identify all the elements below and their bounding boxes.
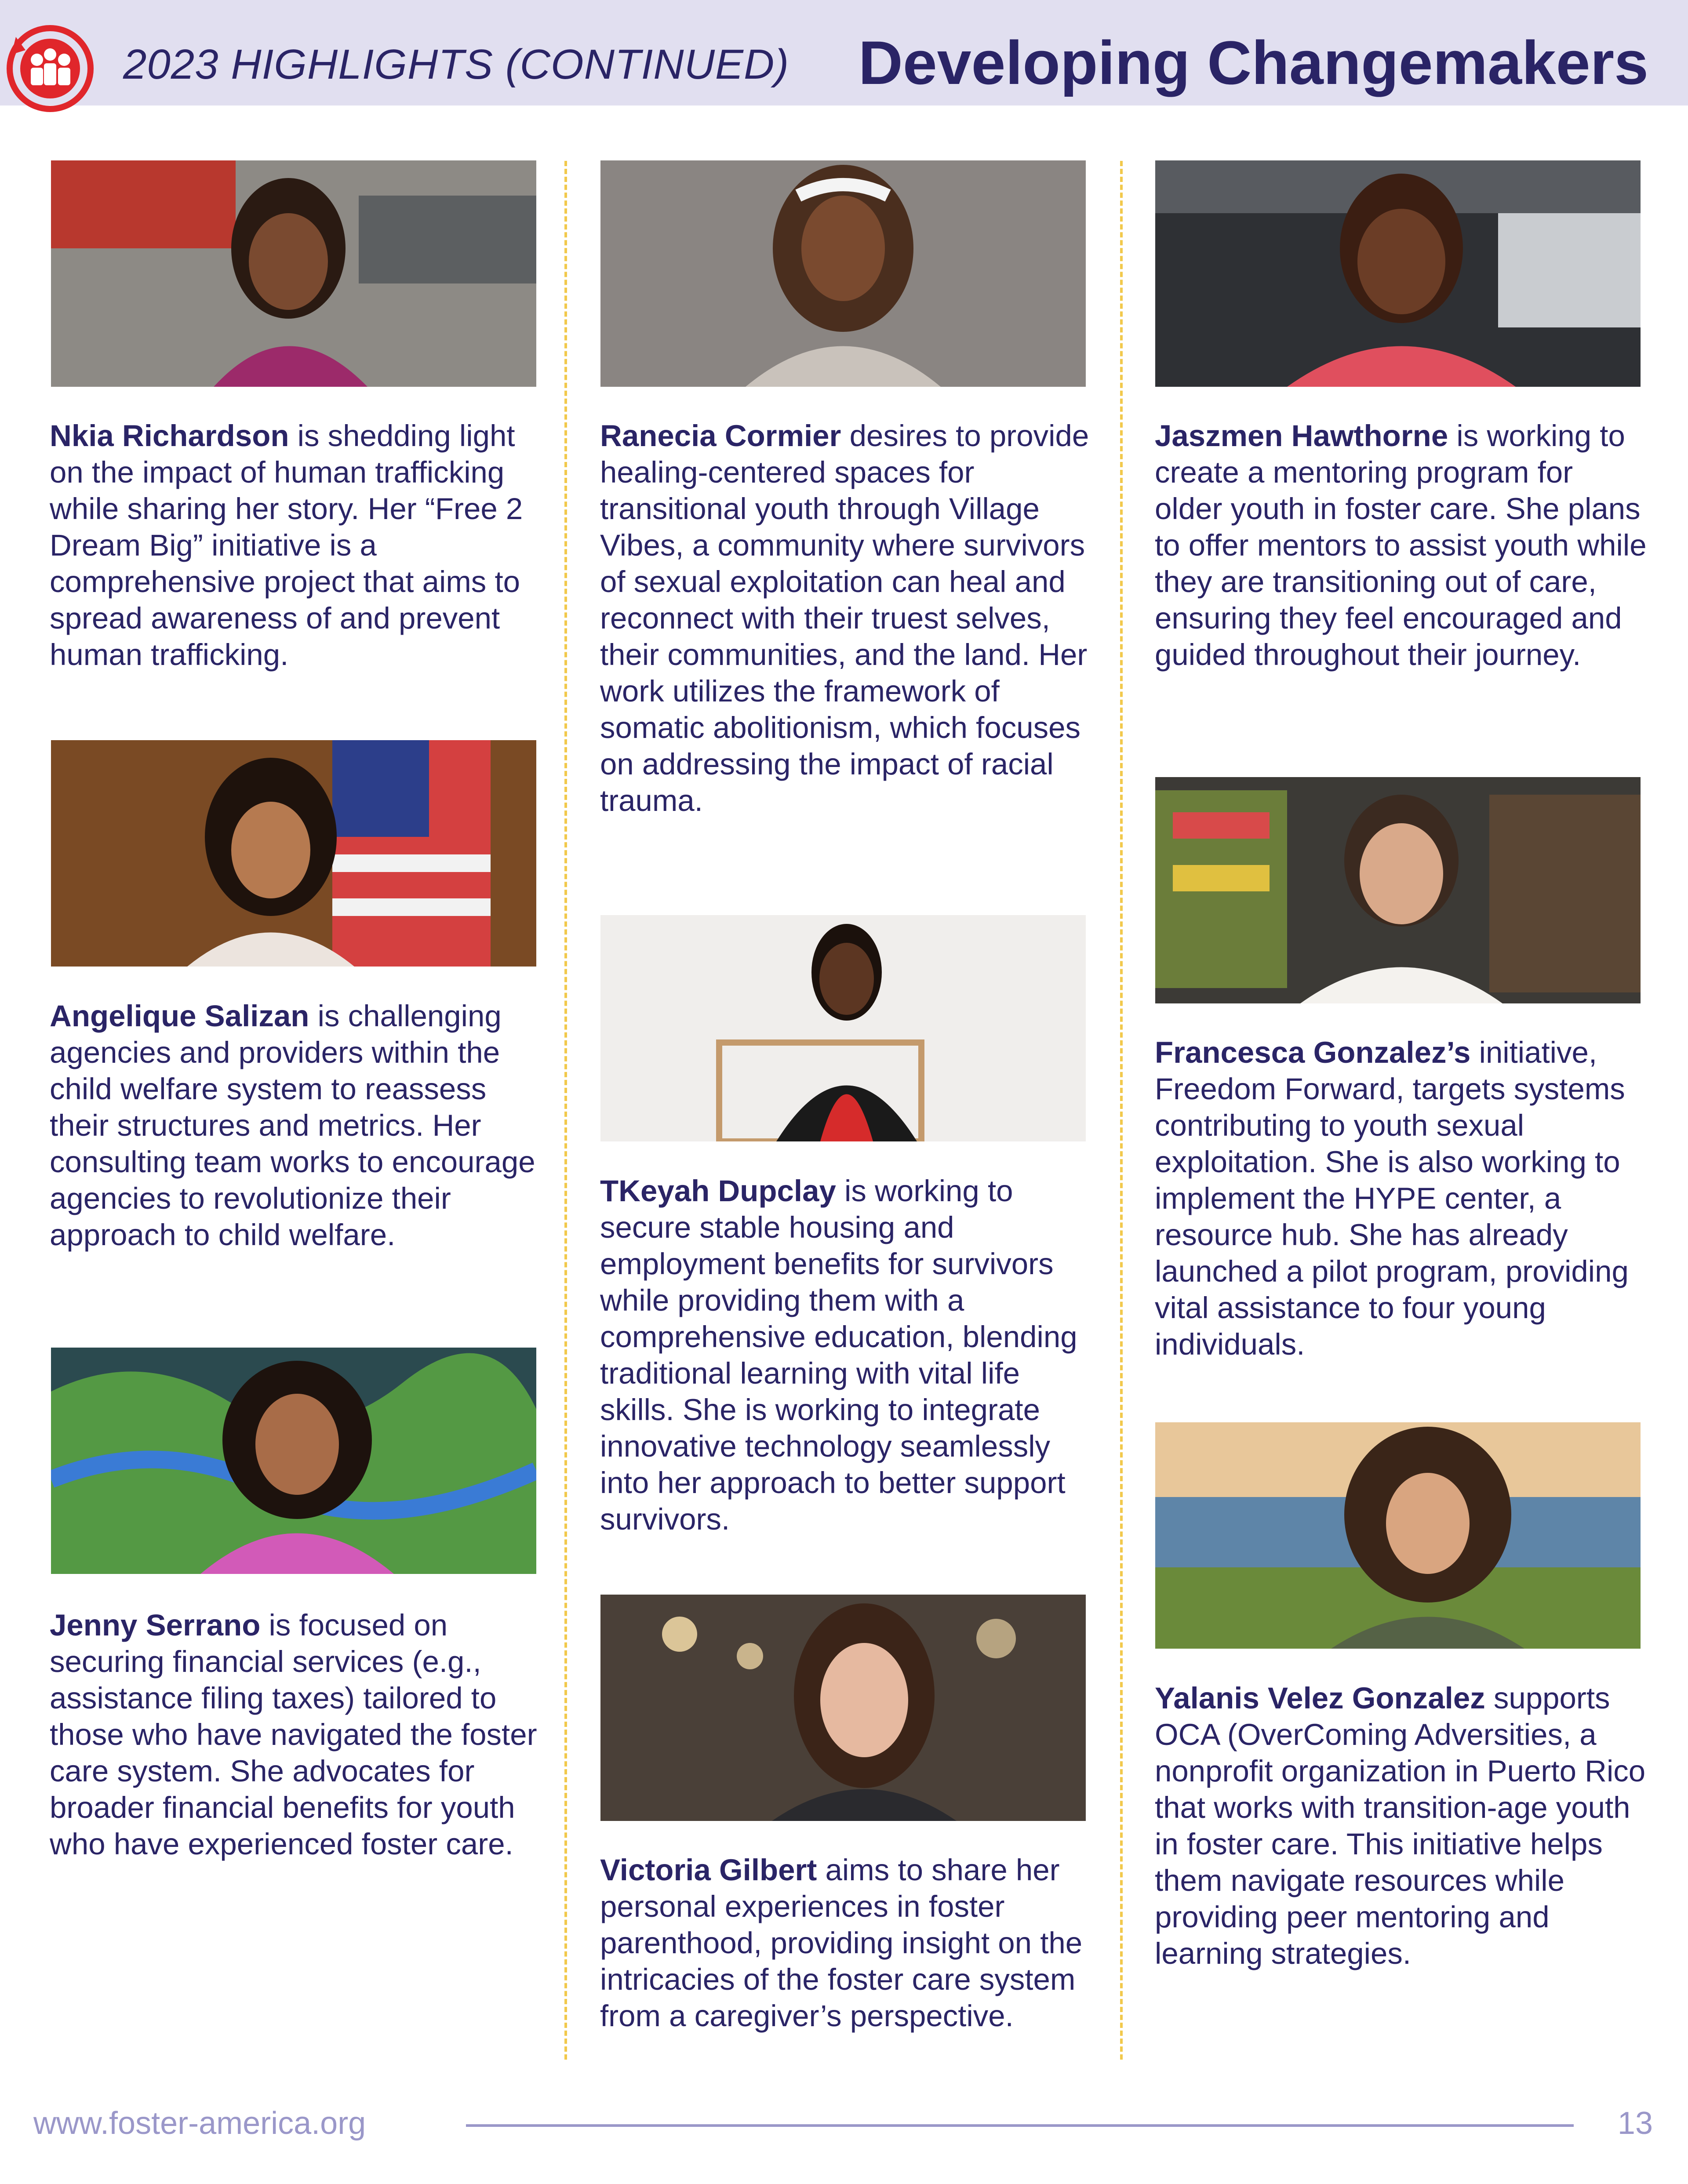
- page-title: Developing Changemakers: [858, 28, 1648, 97]
- profile-text: is focused on securing financial services (e.g., assistance filing taxes) tailored to those who have navigated the foster care system. She advocates for broader financial benefits for youth who have experienced foster care.: [50, 1608, 537, 1861]
- bio-victoria-gilbert: [600, 1852, 1092, 2034]
- footer-divider: [466, 2124, 1574, 2127]
- profile-name: TKeyah Dupclay: [600, 1174, 836, 1208]
- profile-name: Angelique Salizan: [50, 999, 309, 1033]
- profile-text: initiative, Freedom Forward, targets systems contributing to youth sexual exploitation. She is also working to implement the HYPE center, a resource hub. She has already launched a pilot program, providing vital assistance to four young individuals.: [1155, 1036, 1629, 1361]
- profile-name: Yalanis Velez Gonzalez: [1155, 1681, 1485, 1715]
- bio-tkeyah-dupclay: [600, 1173, 1092, 1537]
- profile-name: Francesca Gonzalez’s: [1155, 1036, 1471, 1069]
- photo-victoria-gilbert: [600, 1595, 1086, 1821]
- profile-name: Nkia Richardson: [50, 419, 289, 453]
- profile-name: Victoria Gilbert: [600, 1853, 817, 1887]
- profile-text: supports OCA (OverComing Adversities, a nonprofit organization in Puerto Rico that works with transition-age youth in foster care. This initiative helps them navigate resources while providing peer mentoring and learning strategies.: [1155, 1681, 1646, 1970]
- profile-text: is challenging agencies and providers within the child welfare system to reassess their structures and metrics. Her consulting team works to encourage agencies to revolutionize their approach to child welfare.: [50, 999, 535, 1252]
- column-divider: [564, 161, 567, 2060]
- profile-text: aims to share her personal experiences in foster parenthood, providing insight on the intricacies of the foster care system from a caregiver’s perspective.: [600, 1853, 1083, 2033]
- profile-text: is shedding light on the impact of human trafficking while sharing her story. Her “Free 2 Dream Big” initiative is a comprehensive project that aims to spread awareness of and prevent human trafficking.: [50, 419, 523, 672]
- bio-yalanis-velez-gonzalez: [1155, 1680, 1647, 1972]
- footer-website-link[interactable]: www.foster-america.org: [33, 2106, 366, 2141]
- profile-name: Jenny Serrano: [50, 1608, 261, 1642]
- bio-jenny-serrano: [50, 1607, 542, 1862]
- profile-name: Jaszmen Hawthorne: [1155, 419, 1448, 453]
- bio-angelique-salizan: [50, 998, 542, 1253]
- foster-america-logo-icon: [3, 19, 98, 114]
- header-subtitle: 2023 HIGHLIGHTS (CONTINUED): [123, 41, 789, 88]
- photo-nkia-richardson: [51, 160, 536, 387]
- column-divider: [1120, 161, 1123, 2060]
- bio-ranecia-cormier: [600, 418, 1092, 819]
- photo-jaszmen-hawthorne: [1155, 160, 1641, 387]
- profile-text: desires to provide healing-centered spaces for transitional youth through Village Vibes, a community where survivors of sexual exploitation can heal and reconnect with their truest selves, their communities, and the land. Her work utilizes the framework of somatic abolitionism, which focuses on addressing the impact of racial trauma.: [600, 419, 1089, 818]
- photo-francesca-gonzalez: [1155, 777, 1641, 1003]
- profile-text: is working to create a mentoring program for older youth in foster care. She plans to offer mentors to assist youth while they are transitioning out of care, ensuring they feel encouraged and guided throughout their journey.: [1155, 419, 1647, 672]
- photo-angelique-salizan: [51, 740, 536, 967]
- photo-tkeyah-dupclay: [600, 915, 1086, 1141]
- header-band: [0, 0, 1688, 105]
- profile-text: is working to secure stable housing and employment benefits for survivors while providing them with a comprehensive education, blending traditional learning with vital life skills. She is working to integrate innovative technology seamlessly into her approach to better support survivors.: [600, 1174, 1077, 1536]
- profile-name: Ranecia Cormier: [600, 419, 841, 453]
- page-number: 13: [1617, 2106, 1653, 2141]
- photo-yalanis-velez-gonzalez: [1155, 1422, 1641, 1649]
- photo-ranecia-cormier: [600, 160, 1086, 387]
- bio-nkia-richardson: [50, 418, 542, 673]
- photo-jenny-serrano: [51, 1348, 536, 1574]
- bio-francesca-gonzalez: [1155, 1034, 1647, 1363]
- bio-jaszmen-hawthorne: [1155, 418, 1647, 673]
